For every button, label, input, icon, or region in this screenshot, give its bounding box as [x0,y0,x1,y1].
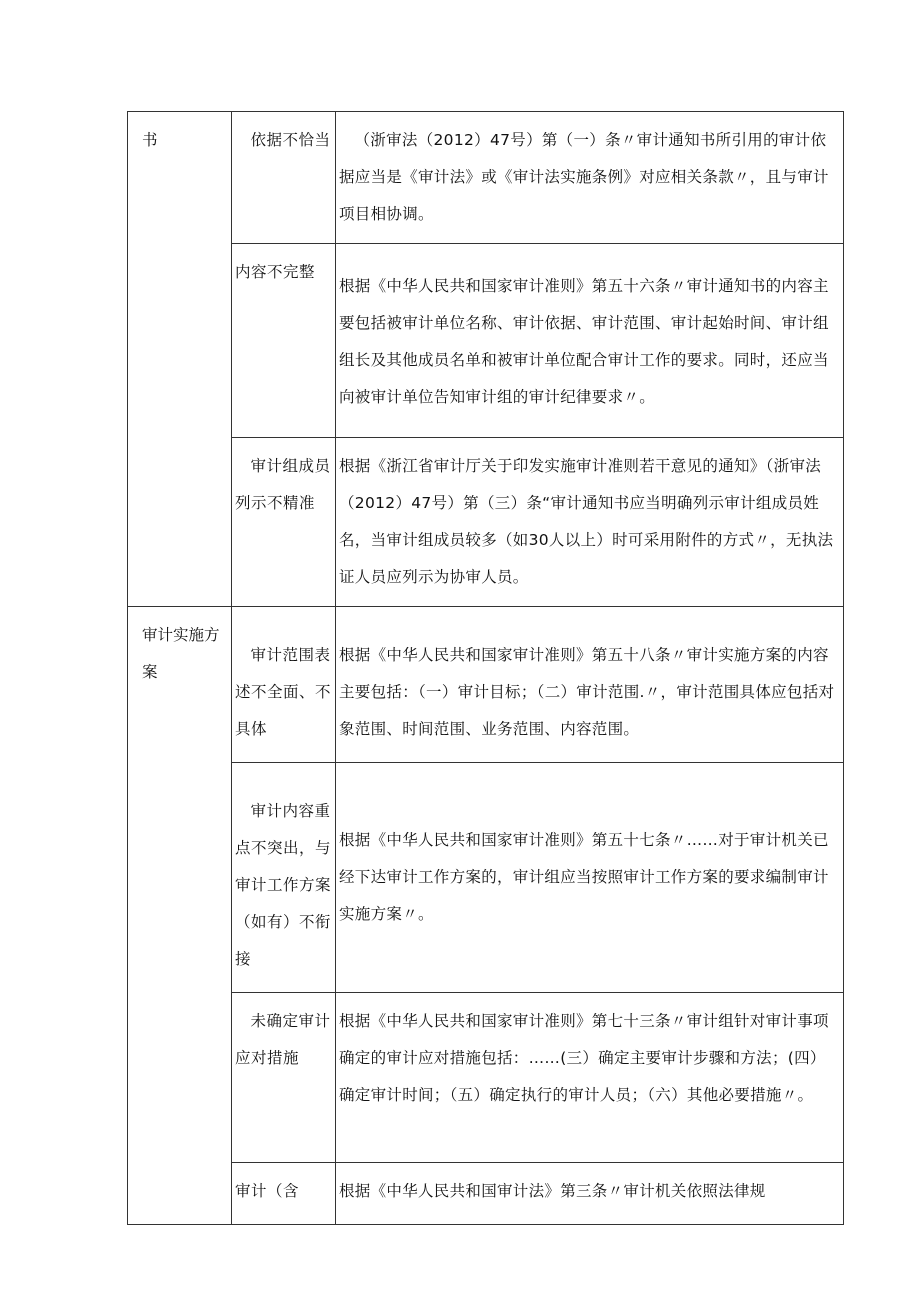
table-row [128,438,844,607]
basis-cell [336,112,844,244]
basis-text: 根据《中华人民共和国家审计准则》第五十七条〃……对于审计机关已经下达审计工作方案的，审计组应当按照审计工作方案的要求编制审计实施方案〃。 [339,831,829,923]
basis-text: 根据《中华人民共和国审计法》第三条〃审计机关依照法律规 [339,1182,766,1200]
table-row [128,1163,844,1225]
table-row [128,763,844,993]
basis-text: 根据《中华人民共和国家审计准则》第五十八条〃审计实施方案的内容主要包括：（一）审计目标；（二）审计范围.〃，审计范围具体应包括对象范围、时间范围、业务范围、内容范围。 [339,646,835,738]
issue-cell [232,763,336,993]
issue-cell [232,607,336,763]
issue-cell [232,1163,336,1225]
basis-cell [336,1163,844,1225]
table-row [128,607,844,763]
basis-cell [336,244,844,438]
issue-text: 审计组成员列示不精准 [235,457,331,512]
basis-text: 根据《中华人民共和国家审计准则》第七十三条〃审计组针对审计事项确定的审计应对措施包括：……(三）确定主要审计步骤和方法；(四）确定审计时间；（五）确定执行的审计人员；（六）其他必要措施〃。 [339,1012,829,1104]
table-row [128,993,844,1163]
issue-text: 内容不完整 [235,263,316,281]
issue-cell [232,244,336,438]
basis-text: （浙审法（2012）47号）第（一）条〃审计通知书所引用的审计依据应当是《审计法》或《审计法实施条例》对应相关条款〃，且与审计项目相协调。 [339,131,829,223]
issue-text: 审计范围表述不全面、不具体 [235,646,332,738]
basis-cell [336,438,844,607]
basis-cell [336,763,844,993]
basis-text: 根据《中华人民共和国家审计准则》第五十六条〃审计通知书的内容主要包括被审计单位名称、审计依据、审计范围、审计起始时间、审计组组长及其他成员名单和被审计单位配合审计工作的要求。同时，还应当向被审计单位告知审计组的审计纪律要求〃。 [339,277,829,406]
category-text: 审计实施方案 [142,626,220,681]
table-row [128,244,844,438]
category-cell [128,607,232,1225]
category-cell [128,112,232,607]
table-row [128,112,844,244]
issue-cell [232,112,336,244]
issue-text: 未确定审计应对措施 [235,1012,331,1067]
category-text: 书 [142,131,158,149]
audit-issues-table [127,111,844,1225]
issue-cell [232,438,336,607]
basis-cell [336,993,844,1163]
issue-text: 审计内容重点不突出，与审计工作方案（如有）不衔接 [235,802,332,968]
basis-text: 根据《浙江省审计厅关于印发实施审计准则若干意见的通知》（浙审法（2012）47号）第（三）条“审计通知书应当明确列示审计组成员姓名，当审计组成员较多（如30人以上）时可采用附件的方式〃，无执法证人员应列示为协审人员。 [339,457,834,586]
basis-cell [336,607,844,763]
issue-text: 审计（含 [235,1182,300,1200]
issue-cell [232,993,336,1163]
issue-text: 依据不恰当 [250,131,331,149]
